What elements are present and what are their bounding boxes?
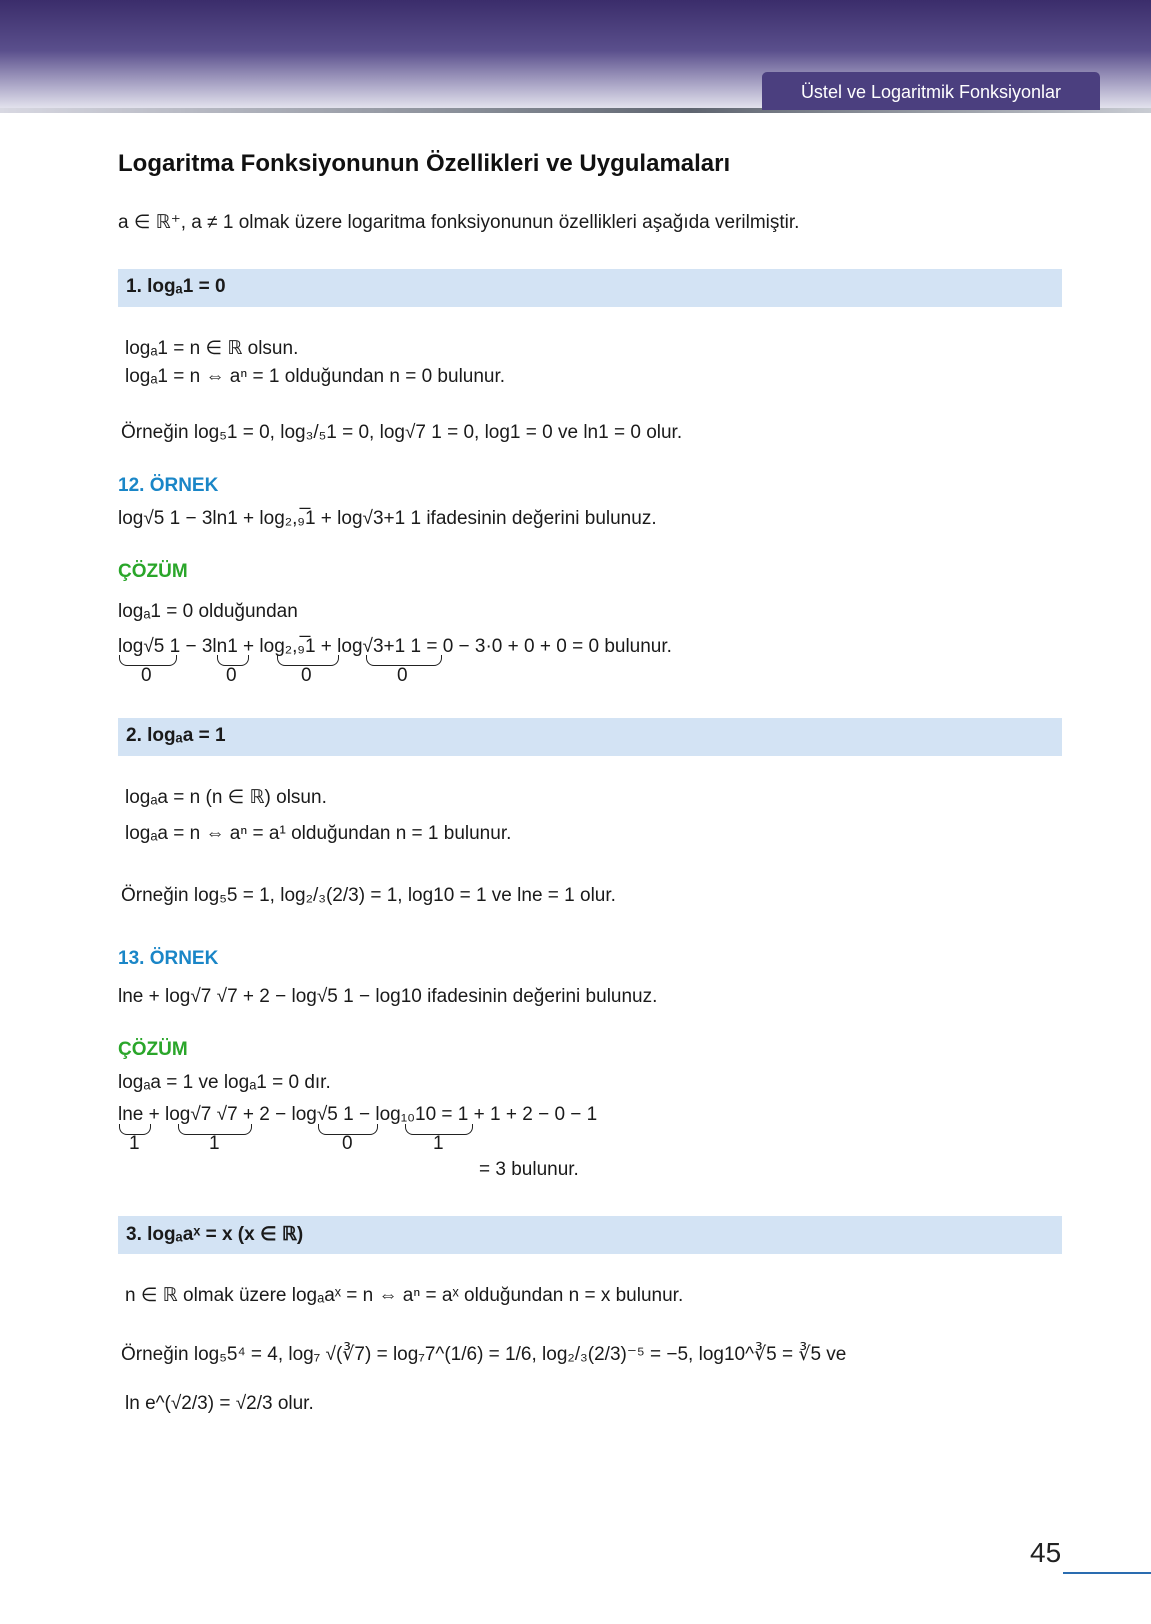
property-1-title: 1. logₐ1 = 0: [126, 276, 226, 297]
prop1-line2: logₐ1 = n ⇔ aⁿ = 1 olduğundan n = 0 bulunur.: [125, 366, 506, 387]
prop3-line1: n ∈ ℝ olmak üzere logₐaˣ = n ⇔ aⁿ = aˣ olduğundan n = x bulunur.: [125, 1285, 684, 1306]
solution-13-line1: logₐa = 1 ve logₐ1 = 0 dır.: [118, 1072, 331, 1093]
brace-value: 0: [141, 665, 152, 686]
solution-13-line2: lne + log√7 √7 + 2 − log√5 1 − log₁₀10 = 1 + 1 + 2 − 0 − 1: [118, 1104, 598, 1125]
page-number-underline: [1063, 1572, 1151, 1574]
solution-13-result: = 3 bulunur.: [479, 1159, 579, 1180]
brace-value: 1: [209, 1133, 220, 1154]
brace-value: 0: [397, 665, 408, 686]
prop2-line1: logₐa = n (n ∈ ℝ) olsun.: [125, 787, 327, 808]
property-1-band: [118, 269, 1062, 307]
example-12-label: 12. ÖRNEK: [118, 475, 219, 496]
example-12-question: log√5 1 − 3ln1 + log₂,₉̅1 + log√3+1 1 ifadesinin değerini bulunuz.: [118, 508, 657, 529]
brace-value: 1: [129, 1133, 140, 1154]
brace-value: 0: [342, 1133, 353, 1154]
page-title: Logaritma Fonksiyonunun Özellikleri ve Uygulamaları: [118, 150, 731, 177]
solution-12-label: ÇÖZÜM: [118, 561, 188, 582]
property-3-title: 3. logₐaˣ = x (x ∈ ℝ): [126, 1224, 304, 1245]
example-13-label: 13. ÖRNEK: [118, 948, 219, 969]
prop3-example2: ln e^(√2/3) = √2/3 olur.: [125, 1393, 314, 1414]
prop1-example: Örneğin log₅1 = 0, log₃/₅1 = 0, log√7 1 = 0, log1 = 0 ve ln1 = 0 olur.: [121, 422, 683, 443]
property-2-band: [118, 718, 1062, 756]
brace-value: 0: [226, 665, 237, 686]
brace-value: 0: [301, 665, 312, 686]
property-3-band: [118, 1216, 1062, 1254]
prop2-line2: logₐa = n ⇔ aⁿ = a¹ olduğundan n = 1 bulunur.: [125, 823, 512, 844]
example-13-question: lne + log√7 √7 + 2 − log√5 1 − log10 ifadesinin değerini bulunuz.: [118, 986, 658, 1007]
prop1-line1: logₐ1 = n ∈ ℝ olsun.: [125, 338, 299, 359]
chapter-title: Üstel ve Logaritmik Fonksiyonlar: [762, 72, 1100, 110]
prop2-example: Örneğin log₅5 = 1, log₂/₃(2/3) = 1, log10 = 1 ve lne = 1 olur.: [121, 885, 616, 906]
brace-value: 1: [433, 1133, 444, 1154]
solution-12-line2: log√5 1 − 3ln1 + log₂,₉̅1 + log√3+1 1 = 0 − 3·0 + 0 + 0 = 0 bulunur.: [118, 636, 672, 657]
solution-13-label: ÇÖZÜM: [118, 1039, 188, 1060]
property-2-title: 2. logₐa = 1: [126, 725, 226, 746]
prop3-example1: Örneğin log₅5⁴ = 4, log₇ √(∛7) = log₇7^(1/6) = 1/6, log₂/₃(2/3)⁻⁵ = −5, log10^∛5 = ∛5 ve: [121, 1344, 847, 1365]
page-number: 45: [1030, 1537, 1062, 1568]
intro-text: a ∈ ℝ⁺, a ≠ 1 olmak üzere logaritma fonksiyonunun özellikleri aşağıda verilmiştir.: [118, 212, 800, 233]
solution-12-line1: logₐ1 = 0 olduğundan: [118, 601, 298, 622]
